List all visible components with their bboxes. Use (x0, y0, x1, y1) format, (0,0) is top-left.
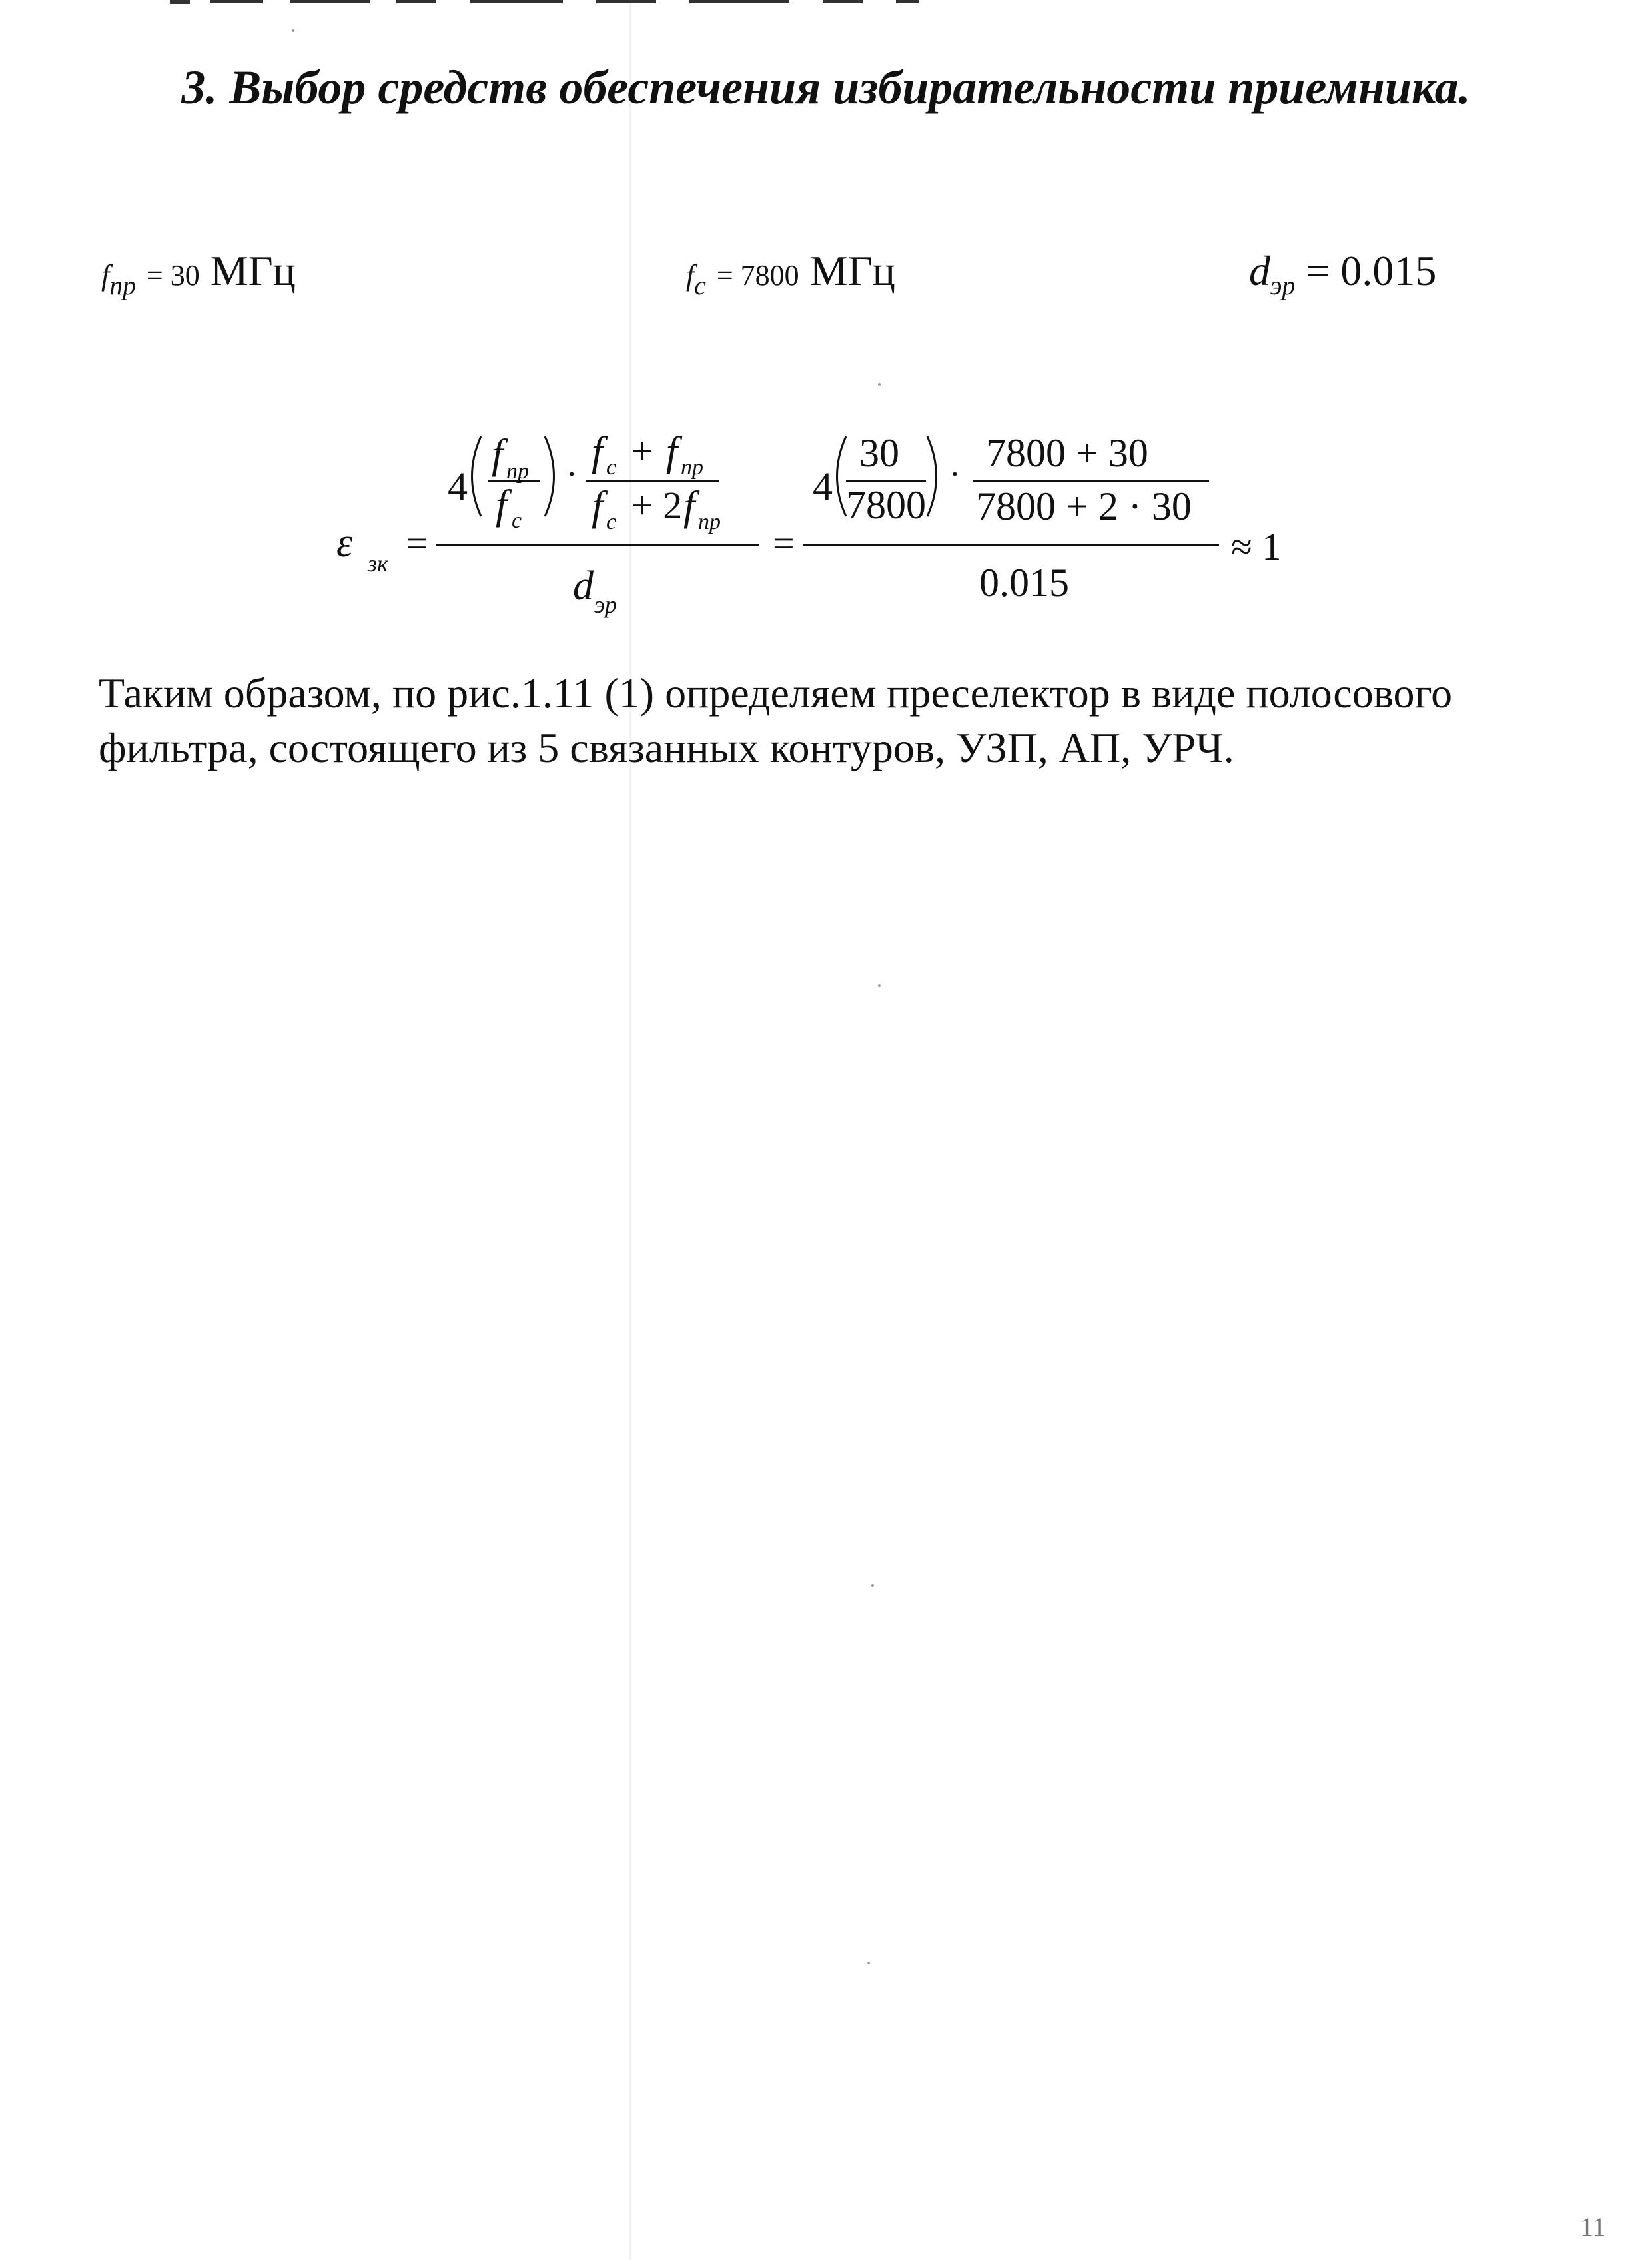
fpr-unit: МГц (210, 247, 296, 294)
scan-speck (867, 1962, 870, 1964)
value-denominator: 7800 + 2 · 30 (976, 484, 1192, 528)
c-subscript: с (606, 510, 617, 534)
der-subscript: эр (1270, 270, 1296, 300)
c-subscript: с (606, 455, 617, 480)
fc-value: = 7800 (716, 259, 799, 292)
conclusion-paragraph (99, 666, 1564, 775)
fpr-symbol: f (101, 259, 110, 292)
left-paren (472, 436, 482, 516)
pr-subscript: пр (698, 510, 721, 534)
given-fpr (101, 246, 296, 313)
conclusion-line-2: фильтра, состоящего из 5 связанных контуров, УЗП, АП, УРЧ. (99, 724, 1234, 771)
value-der: 0.015 (979, 561, 1069, 605)
f-symbol: f (592, 484, 604, 529)
scan-fold-shadow (629, 0, 631, 2260)
scan-speck (292, 29, 294, 32)
plus-sign: + (631, 429, 653, 472)
epsilon-symbol: ε (336, 520, 353, 565)
given-der (1249, 246, 1436, 313)
fc-unit: МГц (809, 247, 895, 294)
value-sum: 7800 + 30 (986, 431, 1148, 475)
der-value: = 0.015 (1306, 247, 1437, 294)
fpr-subscript: пр (109, 270, 136, 300)
fc-symbol: f (686, 259, 695, 292)
value-7800: 7800 (846, 483, 926, 527)
equals-sign-2: = (773, 522, 795, 565)
f-symbol: f (496, 482, 508, 528)
scan-speck (878, 984, 881, 987)
formula-svg (313, 400, 1379, 626)
scan-speck (871, 1584, 874, 1587)
scan-speck (878, 383, 881, 386)
page-number: 11 (1580, 2212, 1606, 2242)
factor-four: 4 (448, 464, 468, 508)
fpr-value: = 30 (146, 259, 200, 292)
factor-four: 4 (813, 464, 833, 508)
c-subscript: с (512, 508, 522, 533)
pr-subscript: пр (506, 459, 529, 484)
top-cut-text-trace (170, 0, 923, 7)
f-symbol: f (592, 429, 604, 474)
left-paren (837, 436, 847, 516)
multiply-dot: · (949, 455, 961, 492)
der-symbol: d (1249, 247, 1270, 294)
er-subscript: эр (594, 591, 617, 618)
f-symbol: f (683, 484, 695, 529)
plus-two: + 2 (631, 484, 683, 527)
given-fc (686, 246, 895, 313)
f-symbol: f (492, 432, 504, 477)
section-heading: 3. Выбор средств обеспечения избирательности приемника. (181, 61, 1471, 114)
fc-subscript: с (694, 270, 706, 300)
equals-sign-1: = (406, 522, 428, 565)
pr-subscript: пр (681, 455, 703, 480)
selectivity-formula (313, 400, 1379, 626)
d-symbol: d (573, 564, 594, 609)
multiply-dot: · (566, 455, 578, 492)
right-paren (927, 436, 937, 516)
approx-result: ≈ 1 (1231, 525, 1282, 568)
right-paren (545, 436, 554, 516)
value-30: 30 (859, 431, 899, 475)
epsilon-subscript: зк (368, 550, 388, 577)
f-symbol: f (666, 429, 678, 474)
conclusion-line-1: Таким образом, по рис.1.11 (1) определяем преселектор в виде полосового (99, 669, 1453, 717)
